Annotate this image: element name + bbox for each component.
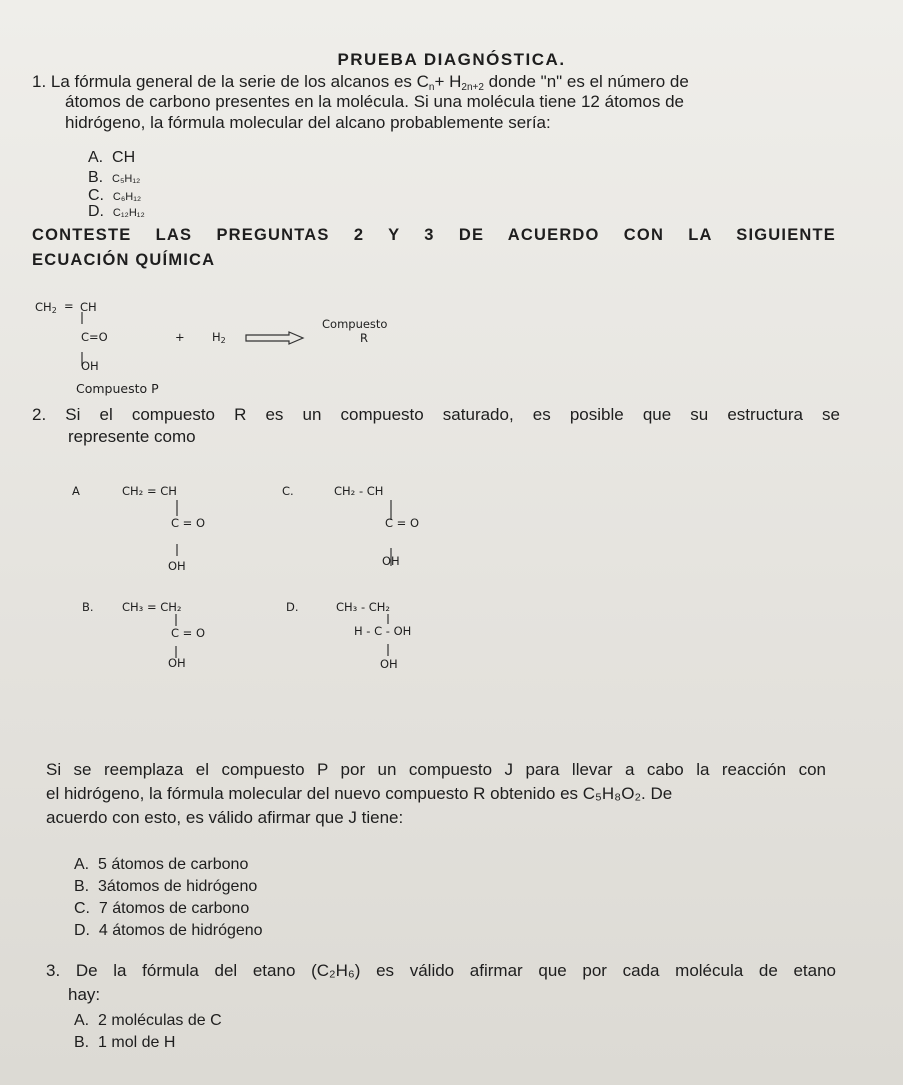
q3-text-start: 3. De la fórmula del etano [46,961,312,980]
q1-line-3: hidrógeno, la fórmula molecular del alcano probablemente sería: [65,113,551,132]
q1-formula-sub: 2n+2 [461,82,484,93]
option-text: C₅H₁₂ [112,173,141,185]
option-letter: D. [88,203,104,220]
reaction-carbonyl: C=O [81,330,108,344]
option-text: C₆H₁₂ [112,191,142,203]
q2-line-2: represente como [68,427,196,446]
reaction-plus: + [175,330,185,344]
q2b-text-end: . De [641,784,673,803]
section-heading-line-2: ECUACIÓN QUÍMICA [32,251,216,269]
q2b-text-start: el hidrógeno, la fórmula molecular del nuevo compuesto R obtenido es [46,784,583,803]
option-letter: B. [74,878,90,895]
q2b-option-c[interactable] [74,899,249,918]
reaction-h2: $H_2$ [212,330,226,345]
structure-mid: C = O [171,516,206,530]
q1-line-2: átomos de carbono presentes en la molécula. Si una molécula tiene 12 átomos de [65,92,684,111]
structure-bot: OH [380,657,398,671]
q2b-option-a[interactable] [74,855,248,874]
option-letter: B. [82,600,94,614]
q1-formula-plus: + H [434,72,462,91]
reaction-double-bond: = [64,299,74,313]
structure-mid: H - C - OH [354,624,412,638]
q1-option-a[interactable] [88,148,135,167]
compound-p-label: Compuesto P [76,381,159,396]
reaction-ch2: $CH_2$ [35,300,57,315]
option-text: 1 mol de H [98,1034,176,1051]
q3-text-end: es válido afirmar que por cada molécula de etano [360,961,836,980]
reaction-hydroxyl: OH [81,359,99,373]
structure-mid: C = O [171,626,206,640]
option-text: 3átomos de hidrógeno [98,878,258,895]
structure-top: CH₃ - CH₂ [336,600,391,614]
reaction-arrow-icon [245,330,305,346]
structure-top: CH₂ - CH [334,484,384,498]
option-letter: A [72,484,80,498]
q2b-line-1: Si se reemplaza el compuesto P por un compuesto J para llevar a cabo la reacción con [46,760,826,779]
option-letter: C. [88,187,104,204]
option-letter: C. [74,900,90,917]
q2b-option-d[interactable] [74,921,263,940]
option-letter: A. [74,1012,90,1029]
q2b-option-b[interactable] [74,877,257,896]
section-heading-line-1: CONTESTE LAS PREGUNTAS 2 Y 3 DE ACUERDO CON LA SIGUIENTE [32,226,836,244]
option-text: CH [112,149,136,166]
q3-option-b[interactable] [74,1033,175,1052]
option-letter: A. [88,149,104,166]
option-text: 4 átomos de hidrógeno [98,922,263,939]
option-letter: D. [286,600,299,614]
q3-formula: (C₂H₆) [311,961,361,980]
option-letter: D. [74,922,90,939]
reaction-product-r: R [360,331,368,345]
structure-top: CH₂ = CH [122,484,177,498]
q2-line-1: 2. Si el compuesto R es un compuesto saturado, es posible que su estructura se [32,405,840,424]
option-text: 2 moléculas de C [98,1012,222,1029]
structure-mid: C = O [385,516,420,530]
q1-option-d[interactable] [88,202,145,223]
q3-line-2: hay: [68,985,101,1004]
option-letter: C. [282,484,294,498]
q3-option-a[interactable] [74,1011,222,1030]
structure-bot: OH [382,554,400,568]
q1-text-start: 1. La fórmula general de la serie de los alcanos es C [32,72,429,91]
q3-line-1 [46,961,836,981]
reaction-product-label: Compuesto [322,317,388,331]
option-text: 5 átomos de carbono [98,856,249,873]
structure-bot: OH [168,559,186,573]
structure-top: CH₃ = CH₂ [122,600,182,614]
structure-bot: OH [168,656,186,670]
option-letter: B. [88,169,104,186]
page-title: PRUEBA DIAGNÓSTICA. [337,50,566,69]
q2b-formula: C₅H₈O₂ [582,784,642,803]
reaction-ch: CH [80,300,97,314]
option-letter: B. [74,1034,90,1051]
option-text: C₁₂H₁₂ [112,207,145,219]
q1-formula-n: n [428,82,435,93]
option-text: 7 átomos de carbono [98,900,250,917]
q2b-line-2 [46,784,672,804]
option-letter: A. [74,856,90,873]
q1-text-end: donde "n" es el número de [483,72,689,91]
q2b-line-3: acuerdo con esto, es válido afirmar que J tiene: [46,808,404,827]
